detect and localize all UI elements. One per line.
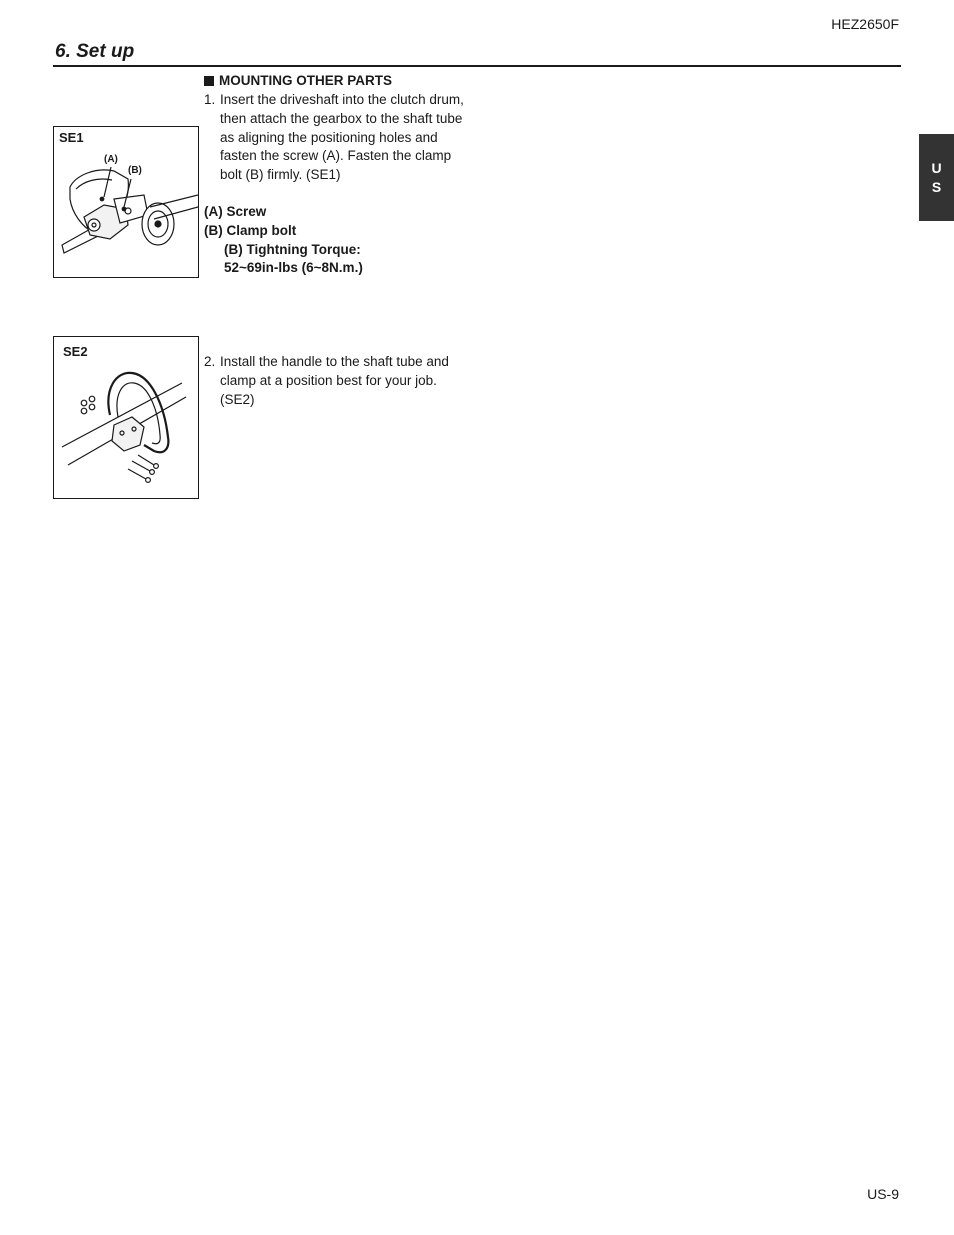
language-tab-letter: S bbox=[931, 178, 942, 195]
square-bullet-icon bbox=[204, 76, 214, 86]
language-tab bbox=[919, 134, 954, 221]
legend-clamp-bolt: (B) Clamp bolt bbox=[204, 222, 297, 238]
figure-se1 bbox=[53, 126, 199, 278]
title-divider bbox=[53, 65, 901, 67]
torque-label: (B) Tightning Torque: bbox=[224, 241, 361, 257]
language-tab-letter: U bbox=[931, 159, 942, 176]
gearbox-illustration bbox=[54, 127, 198, 277]
step-text: Install the handle to the shaft tube and clamp at a position best for your job. (SE2) bbox=[220, 354, 449, 407]
step-text: Insert the driveshaft into the clutch drum, then attach the gearbox to the shaft tube as aligning the positioning holes and fasten the screw (A). Fasten the clamp bolt (B) firmly. (SE1) bbox=[220, 92, 464, 183]
heading-text: MOUNTING OTHER PARTS bbox=[219, 73, 392, 88]
step-number: 2. bbox=[204, 354, 216, 369]
handle-illustration bbox=[54, 337, 198, 498]
callout-a: (A) bbox=[104, 154, 118, 165]
figure-label: SE1 bbox=[59, 130, 84, 145]
step-number: 1. bbox=[204, 92, 216, 107]
parts-legend bbox=[204, 203, 363, 278]
legend-screw: (A) Screw bbox=[204, 204, 267, 219]
callout-b: (B) bbox=[128, 165, 142, 176]
figure-se2 bbox=[53, 336, 199, 499]
instruction-step-1 bbox=[204, 91, 464, 185]
torque-value: 52~69in-lbs (6~8N.m.) bbox=[224, 260, 363, 276]
page-number: US-9 bbox=[867, 1186, 899, 1202]
section-title: 6. Set up bbox=[55, 41, 135, 62]
figure-label: SE2 bbox=[63, 344, 88, 359]
subsection-heading bbox=[204, 72, 392, 91]
model-number: HEZ2650F bbox=[831, 16, 899, 32]
instruction-step-2 bbox=[204, 353, 464, 409]
